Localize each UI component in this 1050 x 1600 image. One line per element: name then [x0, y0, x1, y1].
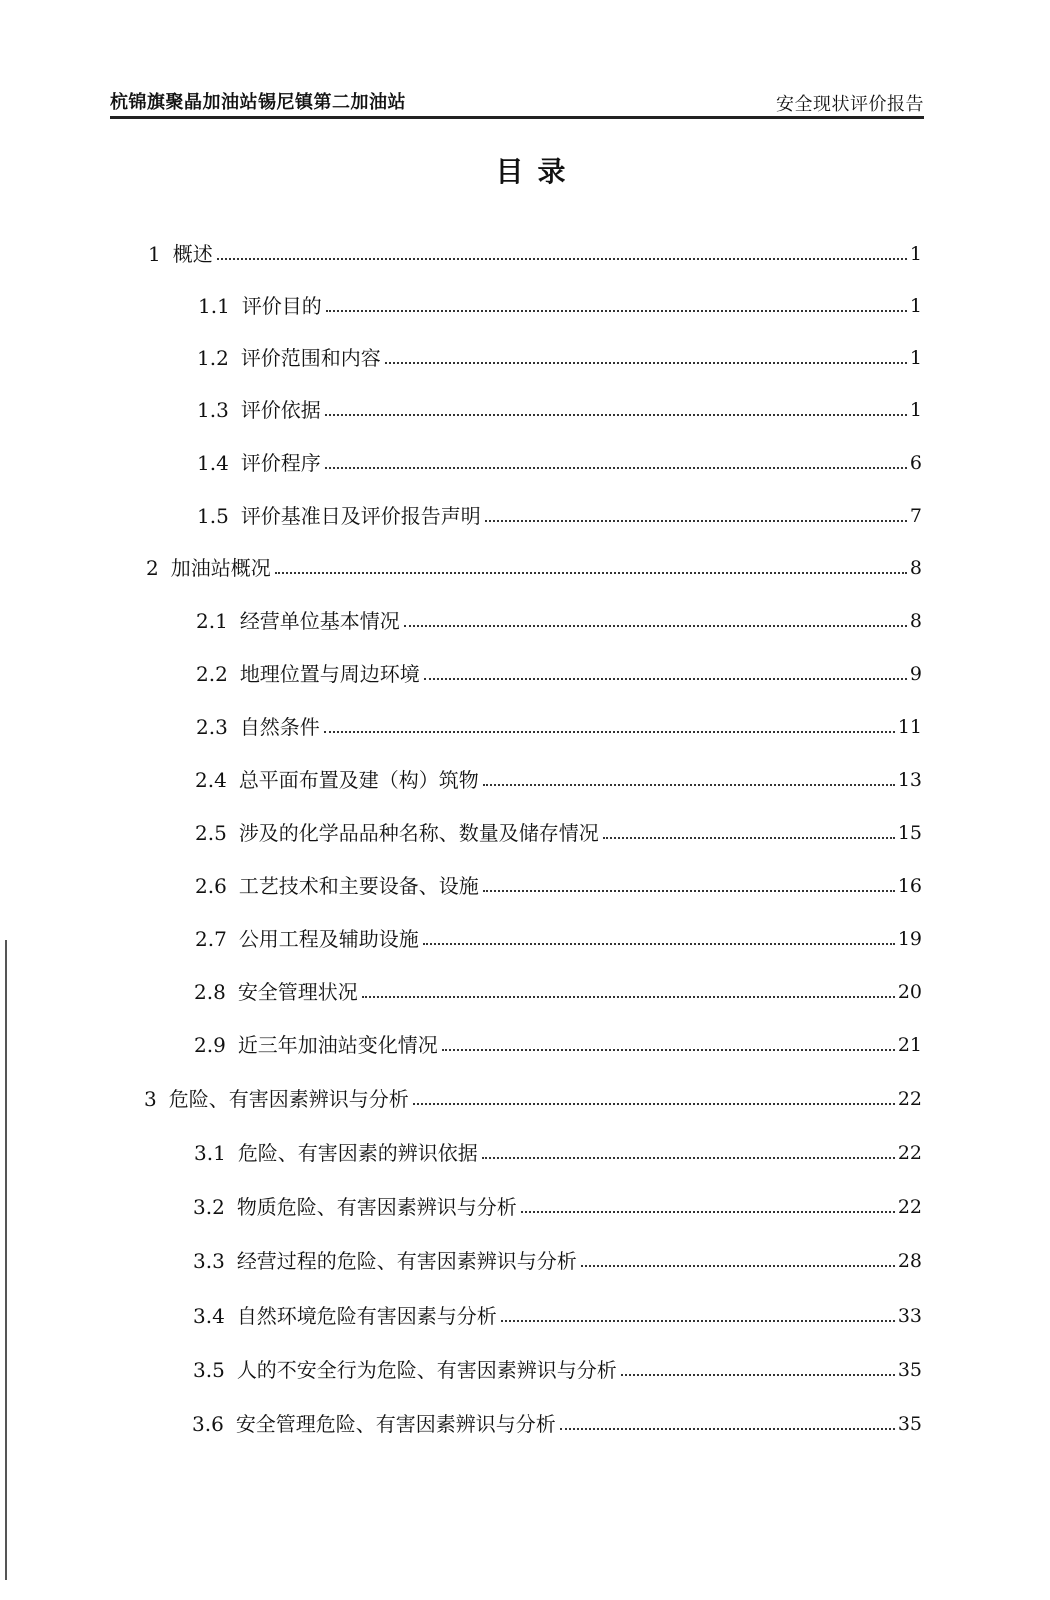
- toc-entry-number: 3.4: [193, 1304, 225, 1328]
- toc-entry-number: 2: [146, 556, 159, 580]
- toc-entry-number: 2.1: [196, 609, 228, 633]
- toc-page-number: 9: [909, 663, 922, 685]
- toc-section-entry[interactable]: [193, 1357, 922, 1383]
- toc-section-entry[interactable]: [197, 397, 922, 423]
- toc-entry-number: 3.6: [192, 1412, 224, 1436]
- toc-entry-label: 经营单位基本情况: [239, 609, 400, 633]
- toc-dot-leader: [275, 572, 907, 574]
- toc-entry-label: 自然条件: [239, 715, 320, 739]
- toc-entry-number: 3.2: [193, 1195, 225, 1219]
- toc-entry-label: 物质危险、有害因素辨识与分析: [236, 1195, 517, 1219]
- toc-entry-number: 1.2: [197, 346, 229, 370]
- toc-page-number: 1: [909, 347, 922, 369]
- toc-section-entry[interactable]: [193, 1303, 922, 1329]
- toc-entry-number: 2.5: [195, 821, 227, 845]
- toc-section-entry[interactable]: [193, 1194, 922, 1220]
- toc-entry-label: 经营过程的危险、有害因素辨识与分析: [236, 1249, 577, 1273]
- toc-section-entry[interactable]: [197, 450, 922, 476]
- toc-page-number: 22: [897, 1196, 922, 1218]
- toc-dot-leader: [404, 625, 907, 627]
- page-title: 目录: [495, 155, 580, 188]
- toc-page-number: 16: [897, 875, 922, 897]
- toc-dot-leader: [413, 1103, 895, 1105]
- toc-entry-label: 概述: [172, 242, 213, 266]
- toc-dot-leader: [442, 1049, 895, 1051]
- toc-entry-label: 人的不安全行为危险、有害因素辨识与分析: [236, 1358, 617, 1382]
- toc-entry-number: 2.4: [195, 768, 227, 792]
- toc-section-entry[interactable]: [194, 1140, 922, 1166]
- toc-page-number: 35: [897, 1413, 922, 1435]
- toc-page-number: 22: [897, 1142, 922, 1164]
- toc-entry-label: 公用工程及辅助设施: [238, 927, 419, 951]
- toc-dot-leader: [362, 996, 895, 998]
- toc-entry-number: 3.1: [194, 1141, 226, 1165]
- toc-entry-label: 加油站概况: [170, 556, 271, 580]
- header-report-title: 安全现状评价报告: [776, 94, 924, 115]
- toc-entry-number: 2.2: [196, 662, 228, 686]
- toc-section-entry[interactable]: [195, 820, 922, 846]
- toc-dot-leader: [324, 731, 895, 733]
- toc-page-number: 8: [909, 610, 922, 632]
- toc-entry-label: 自然环境危险有害因素与分析: [236, 1304, 497, 1328]
- toc-section-entry[interactable]: [196, 714, 922, 740]
- toc-entry-label: 工艺技术和主要设备、设施: [238, 874, 479, 898]
- toc-dot-leader: [560, 1428, 895, 1430]
- toc-page-number: 1: [909, 243, 922, 265]
- toc-section-entry[interactable]: [196, 661, 922, 687]
- toc-dot-leader: [485, 520, 907, 522]
- toc-dot-leader: [621, 1374, 895, 1376]
- toc-page-number: 35: [897, 1359, 922, 1381]
- toc-dot-leader: [482, 1157, 895, 1159]
- toc-dot-leader: [501, 1320, 895, 1322]
- toc-entry-number: 3: [144, 1087, 157, 1111]
- toc-chapter-entry[interactable]: [144, 1086, 922, 1112]
- toc-dot-leader: [385, 362, 907, 364]
- toc-entry-number: 2.6: [195, 874, 227, 898]
- toc-entry-number: 1: [148, 242, 161, 266]
- toc-entry-label: 危险、有害因素的辨识依据: [237, 1141, 478, 1165]
- toc-section-entry[interactable]: [195, 767, 922, 793]
- toc-section-entry[interactable]: [197, 345, 922, 371]
- toc-entry-number: 1.4: [197, 451, 229, 475]
- toc-section-entry[interactable]: [197, 503, 922, 529]
- toc-entry-number: 2.3: [196, 715, 228, 739]
- toc-page-number: 20: [897, 981, 922, 1003]
- toc-page-number: 1: [909, 399, 922, 421]
- toc-page-number: 33: [897, 1305, 922, 1327]
- toc-entry-label: 评价目的: [241, 294, 322, 318]
- toc-dot-leader: [424, 678, 907, 680]
- toc-dot-leader: [217, 258, 907, 260]
- toc-section-entry[interactable]: [194, 979, 922, 1005]
- toc-entry-number: 1.5: [197, 504, 229, 528]
- toc-page-number: 21: [897, 1034, 922, 1056]
- toc-dot-leader: [326, 310, 907, 312]
- toc-section-entry[interactable]: [195, 873, 922, 899]
- toc-entry-label: 评价程序: [240, 451, 321, 475]
- toc-entry-number: 3.5: [193, 1358, 225, 1382]
- toc-chapter-entry[interactable]: [146, 555, 922, 581]
- toc-dot-leader: [483, 784, 895, 786]
- toc-page-number: 19: [897, 928, 922, 950]
- toc-entry-label: 安全管理状况: [237, 980, 358, 1004]
- toc-section-entry[interactable]: [196, 608, 922, 634]
- header-company-name: 杭锦旗聚晶加油站锡尼镇第二加油站: [110, 92, 406, 113]
- toc-section-entry[interactable]: [198, 293, 922, 319]
- toc-entry-label: 涉及的化学品品种名称、数量及储存情况: [238, 821, 599, 845]
- toc-entry-label: 评价范围和内容: [240, 346, 381, 370]
- toc-section-entry[interactable]: [195, 926, 922, 952]
- toc-dot-leader: [423, 943, 895, 945]
- toc-page-number: 11: [897, 716, 922, 738]
- toc-page-number: 13: [897, 769, 922, 791]
- toc-entry-label: 评价依据: [240, 398, 321, 422]
- toc-section-entry[interactable]: [192, 1411, 922, 1437]
- toc-entry-number: 3.3: [193, 1249, 225, 1273]
- toc-dot-leader: [521, 1211, 895, 1213]
- toc-dot-leader: [325, 467, 907, 469]
- toc-entry-label: 评价基准日及评价报告声明: [240, 504, 481, 528]
- toc-dot-leader: [483, 890, 895, 892]
- toc-page-number: 28: [897, 1250, 922, 1272]
- toc-entry-label: 危险、有害因素辨识与分析: [168, 1087, 409, 1111]
- toc-page-number: 15: [897, 822, 922, 844]
- toc-dot-leader: [325, 414, 907, 416]
- toc-page-number: 7: [909, 505, 922, 527]
- toc-dot-leader: [603, 837, 895, 839]
- toc-section-entry[interactable]: [193, 1248, 922, 1274]
- toc-entry-number: 1.1: [198, 294, 230, 318]
- toc-entry-number: 2.7: [195, 927, 227, 951]
- toc-section-entry[interactable]: [194, 1032, 922, 1058]
- toc-entry-label: 地理位置与周边环境: [239, 662, 420, 686]
- toc-page-number: 22: [897, 1088, 922, 1110]
- toc-dot-leader: [581, 1265, 895, 1267]
- toc-entry-number: 2.8: [194, 980, 226, 1004]
- toc-entry-number: 1.3: [197, 398, 229, 422]
- toc-entry-number: 2.9: [194, 1033, 226, 1057]
- toc-page-number: 8: [909, 557, 922, 579]
- toc-chapter-entry[interactable]: [148, 241, 922, 267]
- toc-page-number: 6: [909, 452, 922, 474]
- toc-entry-label: 总平面布置及建（构）筑物: [238, 768, 479, 792]
- toc-entry-label: 安全管理危险、有害因素辨识与分析: [235, 1412, 556, 1436]
- toc-page-number: 1: [909, 295, 922, 317]
- toc-entry-label: 近三年加油站变化情况: [237, 1033, 438, 1057]
